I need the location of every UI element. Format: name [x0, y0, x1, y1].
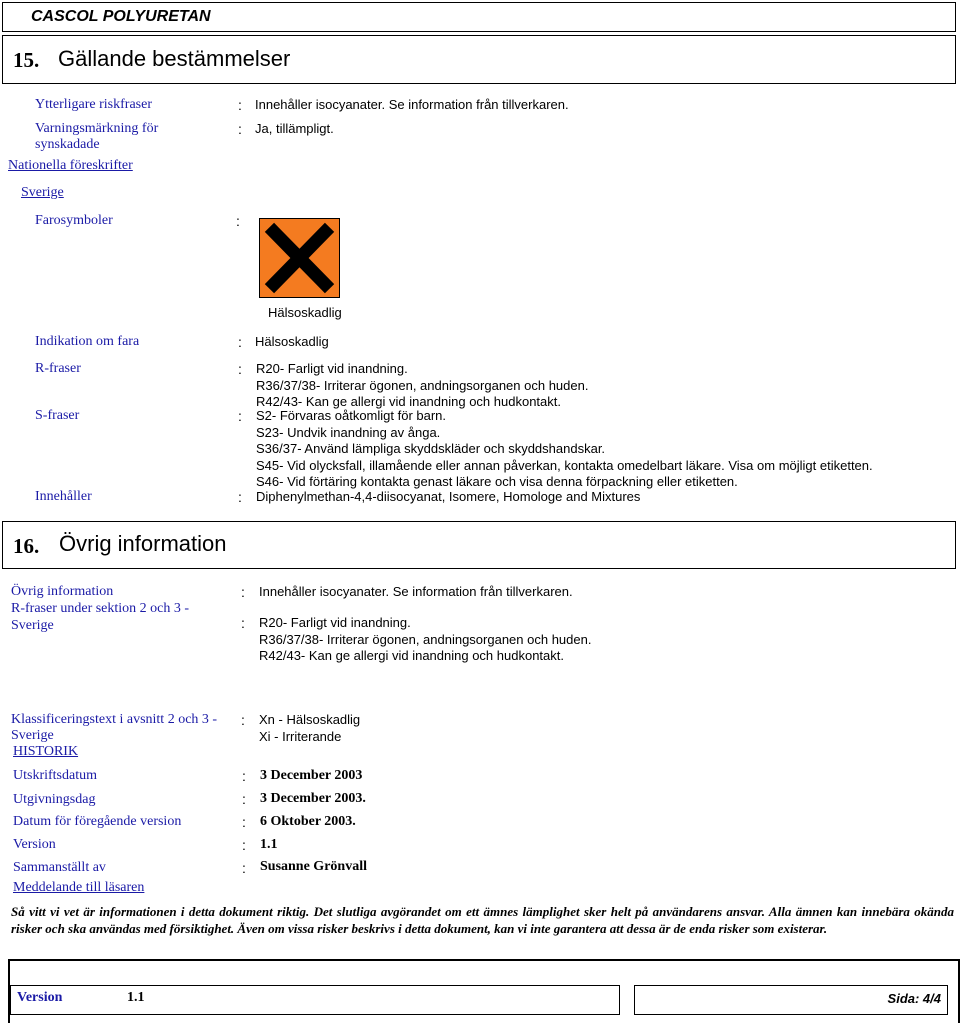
sfraser-line: S36/37- Använd lämpliga skyddskläder och skyddshandskar.	[256, 441, 606, 456]
innehaller-value: Diphenylmethan-4,4-diisocyanat, Isomere, Homologe and Mixtures	[256, 489, 641, 504]
colon: :	[238, 121, 242, 137]
sfraser-line: S2- Förvaras oåtkomligt för barn.	[256, 408, 447, 423]
history-label: Datum för föregående version	[13, 814, 182, 829]
section-16-header	[2, 521, 956, 569]
section-16-number: 16.	[13, 534, 40, 558]
sfraser-line: S46- Vid förtäring kontakta genast läkare och visa denna förpackning eller etiketten.	[256, 474, 738, 489]
rfraser16-line: R36/37/38- Irriterar ögonen, andningsorganen och huden.	[259, 631, 592, 647]
sfraser-line: S45- Vid olycksfall, illamående eller annan påverkan, kontakta omedelbart läkare. Visa om möjligt etiketten.	[256, 457, 873, 473]
colon: :	[241, 712, 245, 728]
colon: :	[242, 791, 246, 807]
klass-line: Xi - Irriterande	[259, 728, 342, 744]
varning-value: Ja, tillämpligt.	[255, 121, 334, 136]
footer-version-label: Version	[17, 990, 63, 1005]
section-16-title: Övrig information	[59, 531, 227, 556]
section-15-title: Gällande bestämmelser	[58, 46, 291, 71]
colon: :	[242, 814, 246, 830]
indikation-label: Indikation om fara	[35, 334, 140, 349]
ovrig-value: Innehåller isocyanater. Se information från tillverkaren.	[259, 584, 573, 599]
farosymboler-label: Farosymboler	[35, 213, 113, 228]
nationella-label: Nationella föreskrifter	[8, 158, 133, 173]
hazard-caption: Hälsoskadlig	[268, 305, 342, 320]
history-label: Version	[13, 837, 56, 852]
colon: :	[238, 334, 242, 350]
section-15-number: 15.	[13, 48, 40, 72]
colon: :	[238, 97, 242, 113]
rfraser-line: R36/37/38- Irriterar ögonen, andningsorganen och huden.	[256, 377, 589, 393]
varning-label-1: Varningsmärkning för	[35, 121, 159, 136]
rfraser16-label-2: Sverige	[11, 618, 54, 633]
cross-icon	[260, 219, 339, 297]
sfraser-label: S-fraser	[35, 408, 80, 423]
colon: :	[241, 615, 245, 631]
xn-harmful-cross-icon	[259, 218, 340, 298]
sverige-label: Sverige	[21, 185, 64, 200]
rfraser16-line: R42/43- Kan ge allergi vid inandning och hudkontakt.	[259, 648, 564, 663]
history-label: Utskriftsdatum	[13, 768, 97, 783]
rfraser-lines	[256, 361, 588, 411]
varning-label-2: synskadade	[35, 137, 100, 152]
rfraser16-lines	[259, 615, 591, 665]
footer-page-box	[634, 985, 948, 1015]
colon: :	[242, 860, 246, 876]
indikation-value: Hälsoskadlig	[255, 334, 329, 349]
rfraser-line: R20- Farligt vid inandning.	[256, 361, 408, 376]
colon: :	[242, 837, 246, 853]
historik-label: HISTORIK	[13, 744, 79, 759]
history-value: 3 December 2003	[260, 768, 363, 783]
header-bar	[2, 2, 956, 32]
footer-page-label: Sida: 4/4	[887, 991, 941, 1006]
history-value: Susanne Grönvall	[260, 859, 367, 874]
meddelande-label: Meddelande till läsaren	[13, 880, 145, 895]
disclaimer: Så vitt vi vet är informationen i detta dokument riktig. Det slutliga avgörandet om ett ämnes lämplighet sker helt på användarens ansvar. Alla ämnen kan innebära okända risker och ska användas med försiktighet. Även om vissa risker beskrivs i detta dokument, kan vi inte garantera att dessa är de enda risker som existerar.	[11, 904, 954, 936]
ovrig-label: Övrig information	[11, 584, 114, 599]
ytterligare-value: Innehåller isocyanater. Se information från tillverkaren.	[255, 97, 569, 112]
rfraser-label: R-fraser	[35, 361, 81, 376]
history-value: 1.1	[260, 837, 278, 852]
product-name: CASCOL POLYURETAN	[31, 8, 211, 25]
klass-lines	[259, 712, 360, 745]
colon: :	[236, 213, 240, 229]
history-value: 3 December 2003.	[260, 791, 366, 806]
rfraser16-label-1: R-fraser under sektion 2 och 3 -	[11, 601, 190, 616]
section-15-header	[2, 35, 956, 84]
rfraser-line: R42/43- Kan ge allergi vid inandning och hudkontakt.	[256, 394, 561, 409]
innehaller-label: Innehåller	[35, 489, 92, 504]
footer-version-box	[10, 985, 620, 1015]
colon: :	[238, 408, 242, 424]
rfraser16-line: R20- Farligt vid inandning.	[259, 615, 411, 630]
footer-version-value: 1.1	[127, 990, 145, 1005]
klass-label-2: Sverige	[11, 728, 54, 743]
colon: :	[238, 361, 242, 377]
colon: :	[238, 489, 242, 505]
sfraser-line: S23- Undvik inandning av ånga.	[256, 424, 441, 440]
history-value: 6 Oktober 2003.	[260, 814, 356, 829]
ytterligare-label: Ytterligare riskfraser	[35, 97, 152, 112]
klass-line: Xn - Hälsoskadlig	[259, 712, 361, 727]
colon: :	[241, 584, 245, 600]
colon: :	[242, 768, 246, 784]
history-label: Utgivningsdag	[13, 792, 96, 807]
sfraser-lines	[256, 408, 873, 491]
history-label: Sammanställt av	[13, 860, 106, 875]
klass-label-1: Klassificeringstext i avsnitt 2 och 3 -	[11, 712, 218, 727]
